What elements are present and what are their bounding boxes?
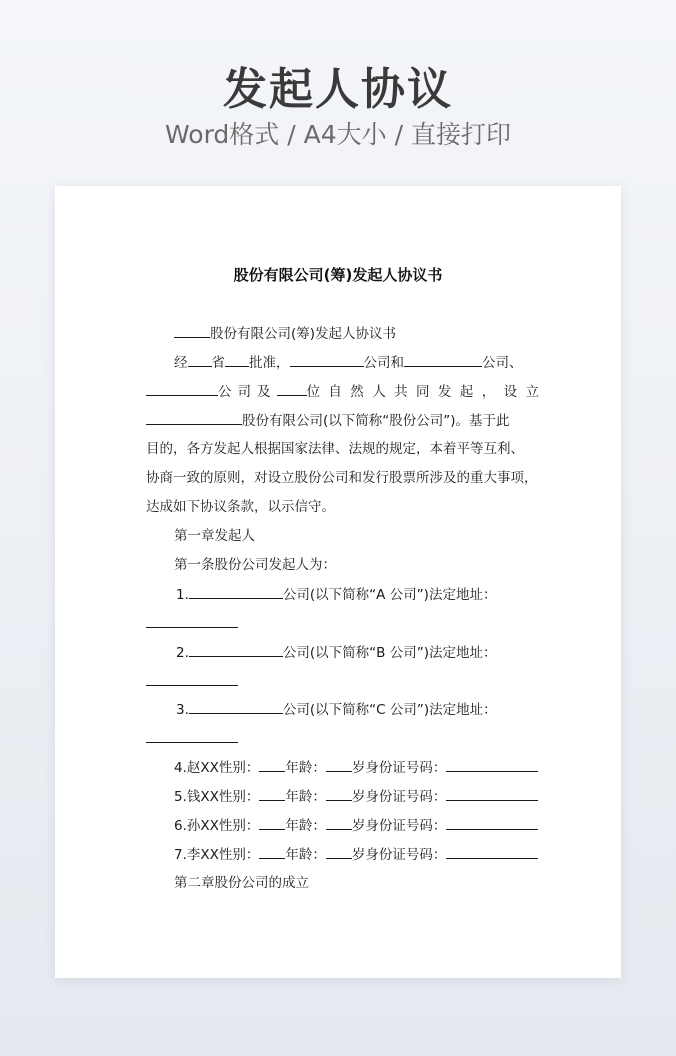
- blank-field: [290, 352, 364, 367]
- blank-field: [146, 613, 238, 628]
- company-address-blank-1: [146, 613, 540, 634]
- blank-field: [146, 410, 242, 425]
- para-line-6: 达成如下协议条款，以示信守。: [146, 499, 335, 515]
- blank-field: [189, 699, 283, 714]
- blank-field: [446, 786, 538, 801]
- person-item-6: 6.孙XX性别： 年龄： 岁身份证号码：: [174, 815, 544, 836]
- blank-field: [259, 757, 285, 772]
- banner-title: 发起人协议: [223, 64, 453, 115]
- article-1: 第一条股份公司发起人为：: [174, 557, 336, 573]
- company-item-1: 1. 公司(以下简称“A 公司”)法定地址：: [176, 584, 540, 605]
- blank-field: [404, 352, 482, 367]
- document-page: [55, 186, 621, 978]
- person-item-5: 5.钱XX性别： 年龄： 岁身份证号码：: [174, 786, 544, 807]
- blank-field: [189, 584, 283, 599]
- para-line-4: 目的，各方发起人根据国家法律、法规的规定，本着平等互利、: [146, 441, 524, 457]
- intro-title: 股份有限公司(筹)发起人协议书: [210, 326, 397, 342]
- blank-field: [189, 642, 283, 657]
- banner-subtitle: Word格式 / A4大小 / 直接打印: [165, 120, 511, 149]
- blank-field: [446, 757, 538, 772]
- para-line-5: 协商一致的原则，对设立股份公司和发行股票所涉及的重大事项，: [146, 470, 538, 486]
- blank-field: [446, 815, 538, 830]
- chapter-2-heading: 第二章股份公司的成立: [174, 875, 309, 891]
- company-address-blank-2: [146, 671, 540, 692]
- blank-field: [146, 728, 238, 743]
- intro-line: [146, 323, 540, 344]
- blank-field: [259, 786, 285, 801]
- person-item-4: 4.赵XX性别： 年龄： 岁身份证号码：: [174, 757, 544, 778]
- person-item-7: 7.李XX性别： 年龄： 岁身份证号码：: [174, 844, 544, 865]
- para-line-3: 股份有限公司(以下简称“股份公司”)。基于此: [146, 410, 540, 431]
- blank-field: [259, 815, 285, 830]
- blank-field: [446, 844, 538, 859]
- blank-field: [146, 381, 218, 396]
- blank-field: [225, 352, 249, 367]
- document-title: 股份有限公司(筹)发起人协议书: [233, 266, 443, 284]
- company-address-blank-3: [146, 728, 540, 749]
- blank-field: [146, 671, 238, 686]
- blank-field: [188, 352, 212, 367]
- para-line-2: 公司及 位自然人共同发起，设立: [146, 381, 540, 402]
- chapter-1-heading: 第一章发起人: [174, 528, 255, 544]
- para-line-1: 经 省 批准， 公司和 公司、: [146, 352, 540, 373]
- blank-field: [326, 815, 352, 830]
- blank-field: [326, 844, 352, 859]
- blank-field: [277, 381, 307, 396]
- blank-field: [174, 323, 210, 338]
- blank-field: [326, 757, 352, 772]
- company-item-2: 2. 公司(以下简称“B 公司”)法定地址：: [176, 642, 540, 663]
- company-item-3: 3. 公司(以下简称“C 公司”)法定地址：: [176, 699, 540, 720]
- blank-field: [326, 786, 352, 801]
- blank-field: [259, 844, 285, 859]
